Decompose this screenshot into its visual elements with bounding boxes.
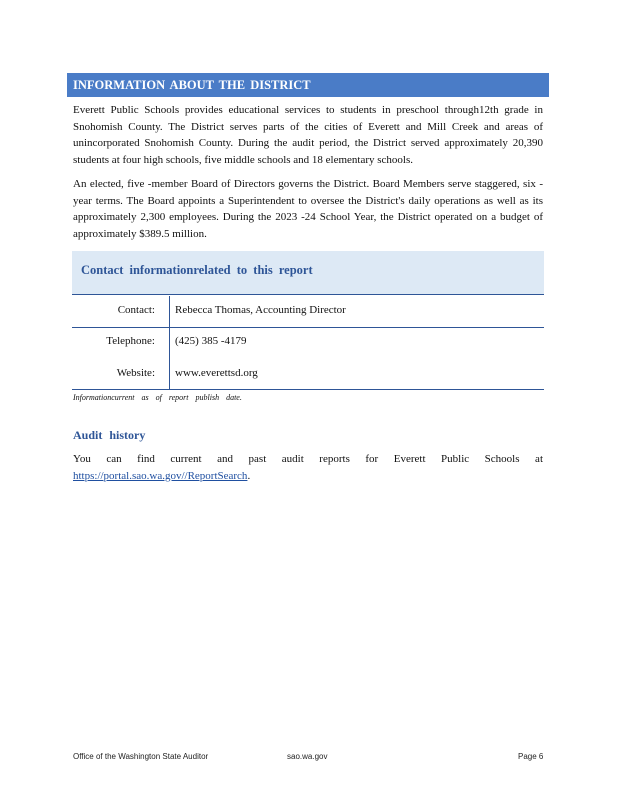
website-label: Website: [72,358,170,389]
contact-note: Informationcurrent as of report publish date. [73,393,242,402]
section-banner: INFORMATION ABOUT THE DISTRICT [67,73,549,97]
footer-page-number: Page 6 [518,752,544,761]
audit-history-heading: Audit history [73,428,146,442]
board-description-paragraph: An elected, five -member Board of Directors governs the District. Board Members serve staggered, six -year terms. The Board appoints a Superintendent to oversee the District's daily operations as well as its approximately 2,300 employees. During the 2023 -24 School Year, the District operated on a budget of approximately $389.5 million. [73,178,543,240]
audit-history-trailing: . [247,469,251,482]
telephone-label: Telephone: [72,328,170,358]
website-row [72,358,544,390]
contact-row [72,296,544,328]
contact-label: Contact: [72,296,170,327]
report-search-link[interactable]: https://portal.sao.wa.gov//ReportSearch [73,469,248,482]
audit-history-paragraph [73,451,543,484]
district-description-paragraph: Everett Public Schools provides educational services to students in preschool through12th grade in Snohomish County. The District serves parts of the cities of Everett and Mill Creek and areas of unincorporated Snohomish County. During the audit period, the District served approximately 20,390 students at four high schools, five middle schools and 18 elementary schools. [73,104,543,166]
contact-value: Rebecca Thomas, Accounting Director [175,304,346,316]
telephone-row [72,328,544,358]
audit-history-text: You can find current and past audit reports for Everett Public Schools at [73,453,543,465]
footer-website: sao.wa.gov [287,752,328,761]
contact-table-title: Contact informationrelated to this report [81,263,313,277]
contact-table-header [72,251,544,295]
footer-office: Office of the Washington State Auditor [73,752,209,761]
telephone-value: (425) 385 -4179 [175,335,247,347]
website-value[interactable]: www.everettsd.org [175,367,258,379]
